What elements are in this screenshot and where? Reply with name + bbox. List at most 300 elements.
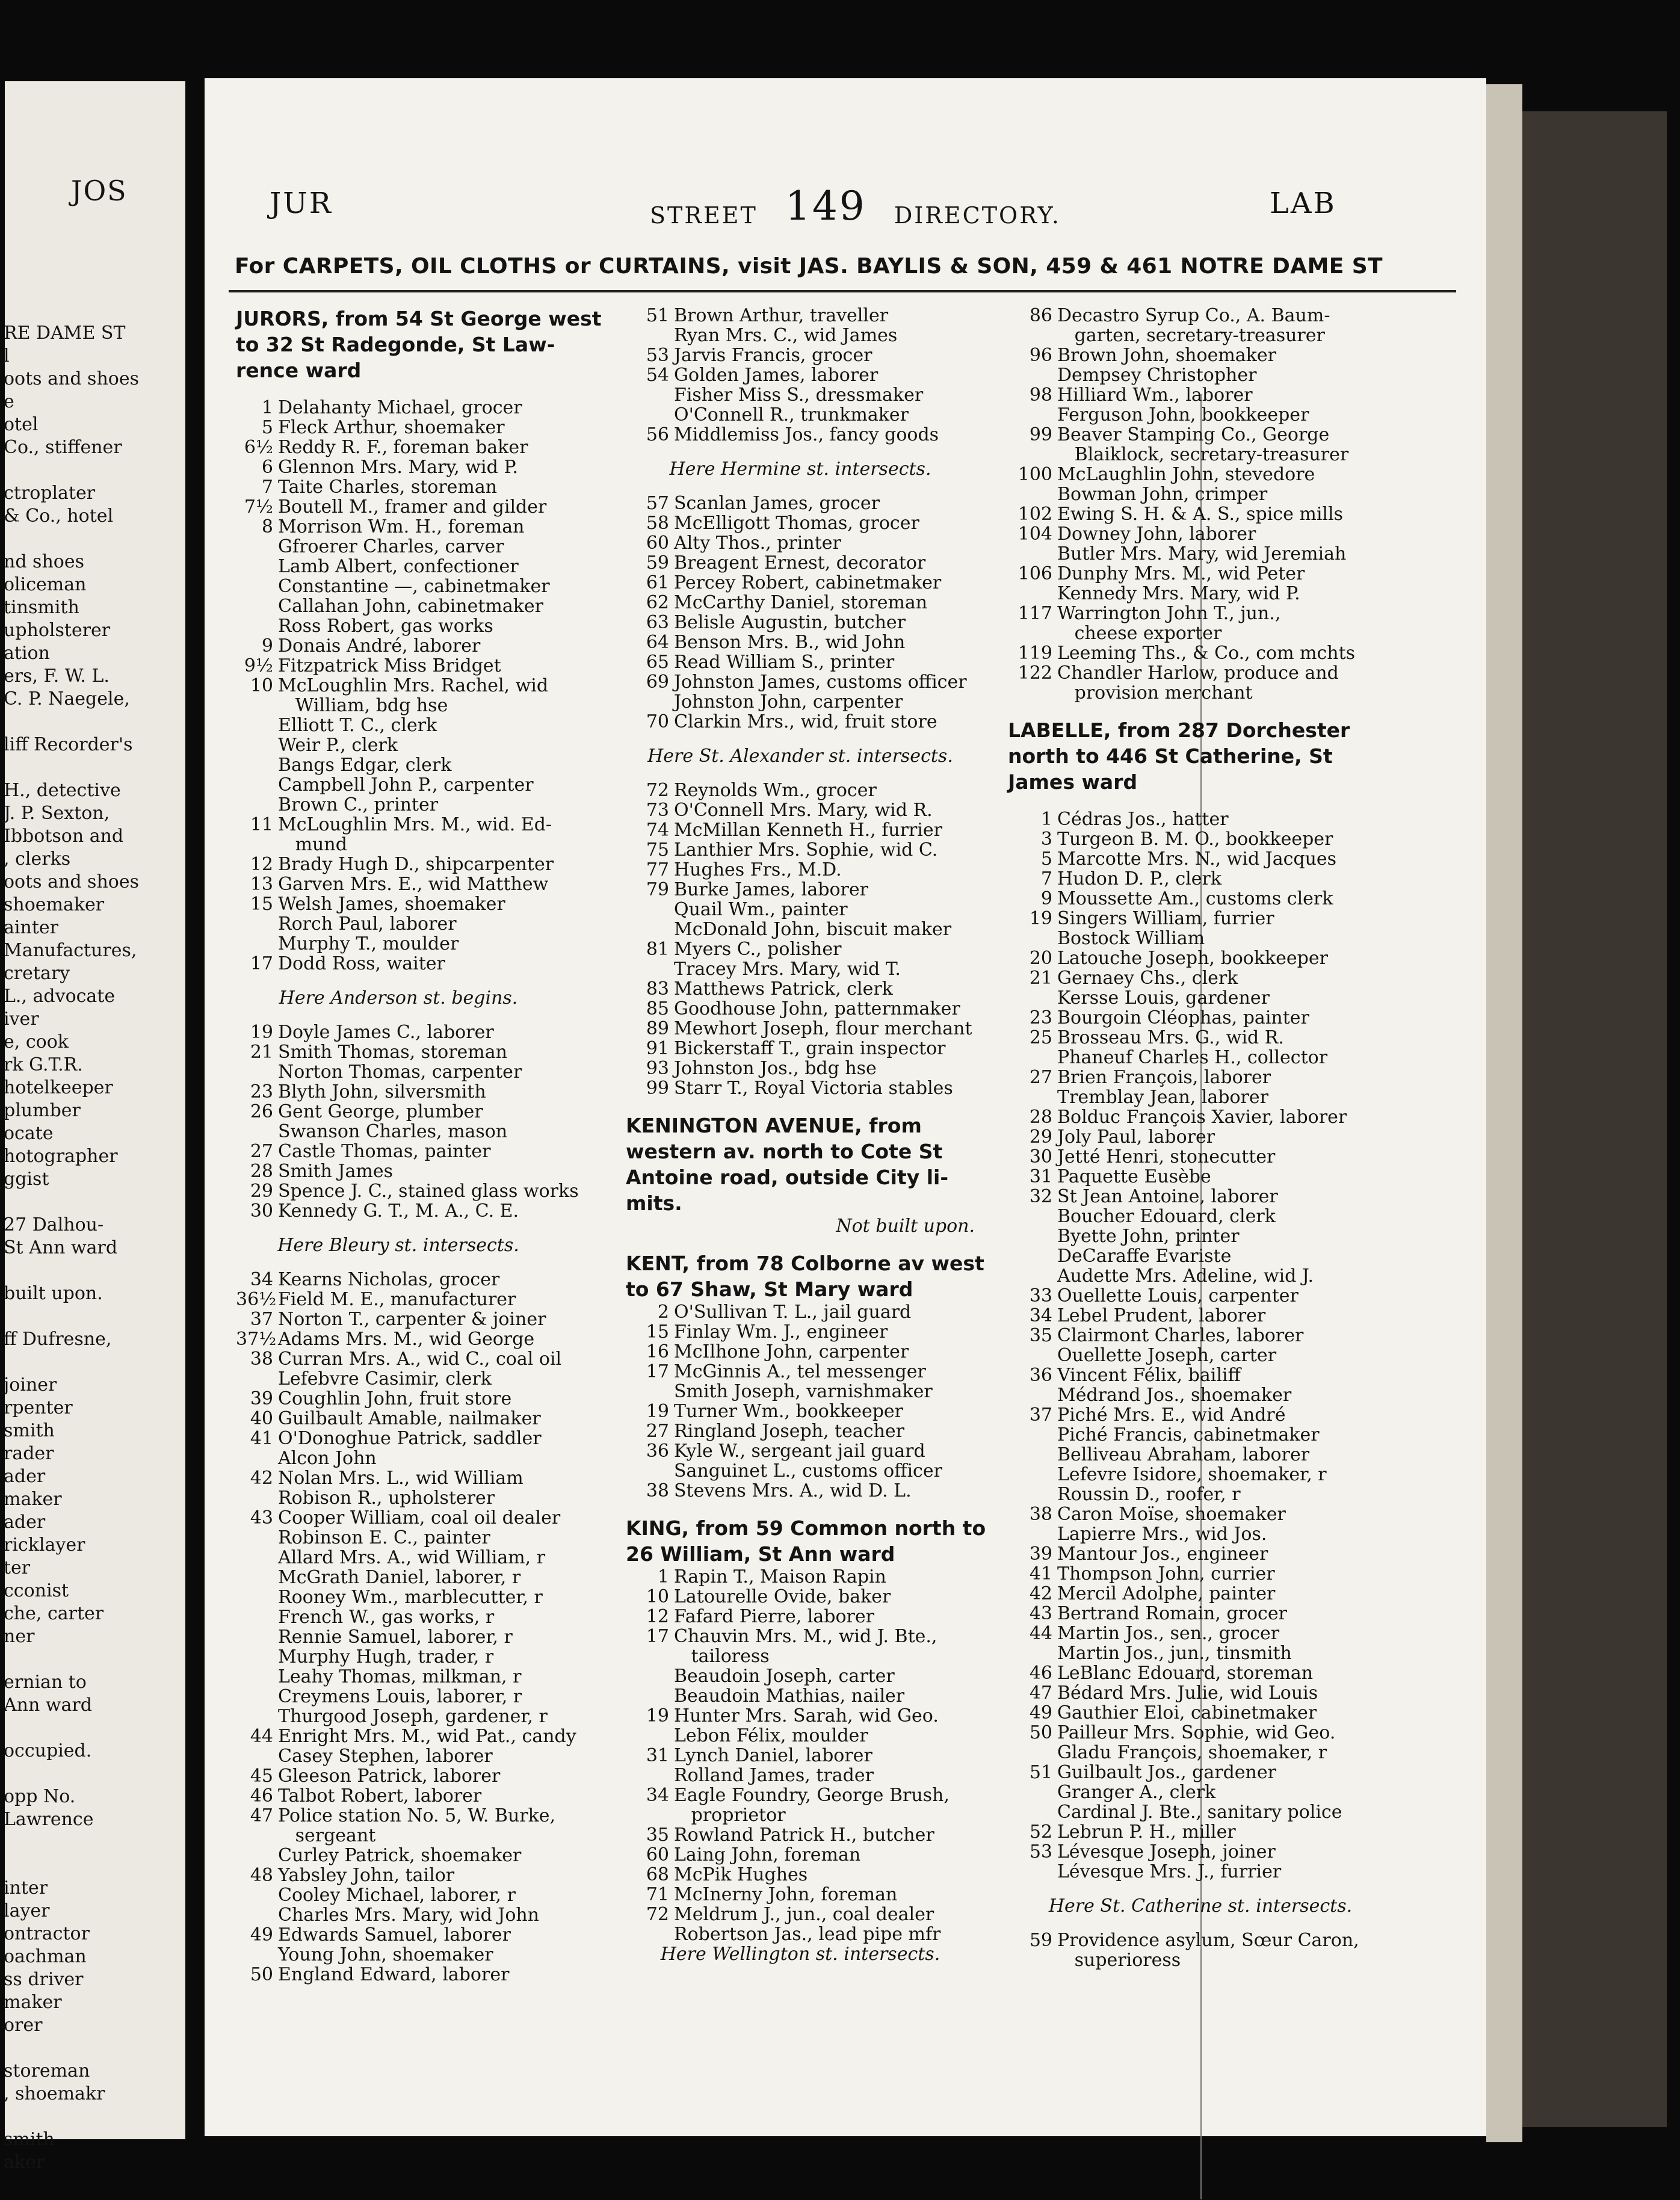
directory-entry [236, 1846, 561, 1865]
resident-entry: Turner Wm., bookkeeper [674, 1401, 904, 1422]
previous-page-fragment: St Ann ward [4, 1237, 118, 1258]
house-number: 59 [646, 552, 669, 573]
spacer [626, 732, 975, 746]
resident-entry: proprietor [674, 1805, 786, 1826]
resident-entry: Johnston Jos., bdg hse [674, 1058, 877, 1079]
resident-entry: Rapin T., Maison Rapin [674, 1566, 886, 1587]
previous-page-fragment [4, 711, 184, 734]
resident-entry: Providence asylum, Sœur Caron, [1057, 1930, 1359, 1951]
resident-entry: Sanguinet L., customs officer [674, 1460, 942, 1482]
house-number: 60 [646, 533, 669, 554]
resident-entry: Nolan Mrs. L., wid William [278, 1468, 523, 1489]
directory-entry [236, 1042, 561, 1062]
previous-page-fragment: che, carter [4, 1603, 104, 1624]
directory-entry [236, 1022, 561, 1042]
house-number: 42 [250, 1468, 273, 1489]
directory-entry [236, 815, 561, 835]
resident-entry: Dodd Ross, waiter [278, 953, 445, 974]
resident-entry: Garven Mrs. E., wid Matthew [278, 874, 549, 895]
resident-entry: Kearns Nicholas, grocer [278, 1269, 500, 1290]
spacer [236, 1008, 561, 1022]
directory-entry [236, 715, 561, 735]
resident-entry: Weir P., clerk [278, 735, 398, 756]
resident-entry: Médrand Jos., shoemaker [1057, 1385, 1292, 1406]
resident-entry: Fisher Miss S., dressmaker [674, 385, 924, 406]
house-number: 50 [1029, 1722, 1052, 1743]
resident-entry: Finlay Wm. J., engineer [674, 1321, 888, 1343]
resident-entry: Curran Mrs. A., wid C., coal oil [278, 1349, 562, 1370]
resident-entry: Morrison Wm. H., foreman [278, 516, 525, 537]
directory-entry [1008, 1743, 1393, 1763]
house-number: 72 [646, 780, 669, 801]
directory-entry [236, 1905, 561, 1925]
resident-entry: Jarvis Francis, grocer [674, 345, 872, 366]
previous-page-header: JOS [71, 175, 128, 207]
resident-entry: Swanson Charles, mason [278, 1121, 508, 1142]
directory-entry [236, 636, 561, 656]
resident-entry: Adams Mrs. M., wid George [278, 1329, 535, 1350]
resident-entry: O'Sullivan T. L., jail guard [674, 1302, 912, 1323]
directory-entry [1008, 326, 1393, 345]
directory-entry [236, 1885, 561, 1905]
directory-entry [626, 1421, 975, 1441]
directory-entry [1008, 1226, 1393, 1246]
previous-page-fragment: occupied. [4, 1740, 92, 1761]
directory-entry [236, 497, 561, 517]
directory-entry [236, 616, 561, 636]
resident-entry: Fleck Arthur, shoemaker [278, 417, 505, 438]
house-number: 117 [1018, 603, 1052, 624]
resident-entry: Lefevre Isidore, shoemaker, r [1057, 1464, 1327, 1485]
directory-entry [1008, 1306, 1393, 1326]
resident-entry: McGrath Daniel, laborer, r [278, 1567, 521, 1588]
directory-entry [236, 676, 561, 696]
previous-page-fragment: ontractor [4, 1923, 90, 1944]
house-number: 71 [646, 1884, 669, 1905]
resident-entry: Stevens Mrs. A., wid D. L. [674, 1480, 912, 1501]
intersection-note: Here Anderson st. begins. [279, 987, 518, 1009]
resident-entry: Bowman John, crimper [1057, 484, 1268, 505]
resident-entry: Clarkin Mrs., wid, fruit store [674, 711, 937, 732]
directory-entry [236, 1508, 561, 1528]
resident-entry: Young John, shoemaker [278, 1944, 493, 1965]
resident-entry: Lynch Daniel, laborer [674, 1745, 872, 1766]
directory-entry [1008, 484, 1393, 504]
directory-entry [236, 1707, 561, 1726]
directory-entry [236, 1766, 561, 1786]
directory-entry [236, 914, 561, 934]
house-number: 12 [250, 854, 273, 875]
resident-entry: Read William S., printer [674, 652, 895, 673]
directory-entry [626, 533, 975, 553]
directory-entry [626, 513, 975, 533]
directory-entry [626, 979, 975, 999]
house-number: 6½ [244, 437, 273, 458]
resident-entry: Casey Stephen, laborer [278, 1746, 493, 1767]
house-number: 36 [646, 1441, 669, 1462]
resident-entry: Brien François, laborer [1057, 1067, 1271, 1088]
directory-entry [1008, 1862, 1393, 1882]
previous-page-fragment: C. P. Naegele, [4, 688, 130, 709]
house-number: 75 [646, 839, 669, 861]
resident-entry: Latourelle Ovide, baker [674, 1586, 891, 1607]
directory-entry [236, 1290, 561, 1309]
resident-entry: Blyth John, silversmith [278, 1081, 486, 1102]
street-heading: to 67 Shaw, St Mary ward [626, 1278, 913, 1301]
directory-entry [236, 835, 561, 854]
directory-entry [1008, 385, 1393, 405]
resident-entry: Starr T., Royal Victoria stables [674, 1078, 953, 1099]
resident-entry: Vincent Félix, bailiff [1057, 1365, 1241, 1386]
resident-entry: Spence J. C., stained glass works [278, 1181, 579, 1202]
house-number: 27 [646, 1421, 669, 1442]
directory-entry [626, 1885, 975, 1905]
previous-page-fragment [4, 459, 184, 482]
previous-page-fragment: Co., stiffener [4, 437, 122, 458]
directory-entry [626, 820, 975, 840]
previous-page-fragment: , shoemakr [4, 2083, 105, 2104]
house-number: 34 [1029, 1305, 1052, 1326]
resident-entry: McLoughlin Mrs. Rachel, wid [278, 675, 549, 696]
resident-entry: Ferguson John, bookkeeper [1057, 404, 1309, 425]
directory-entry [236, 1369, 561, 1389]
house-number: 39 [1029, 1543, 1052, 1565]
directory-entry [1008, 465, 1393, 484]
directory-entry [1008, 988, 1393, 1008]
directory-entry [1008, 1365, 1393, 1385]
house-number: 44 [1029, 1623, 1052, 1644]
intersection-note: Here Bleury st. intersects. [277, 1235, 519, 1256]
directory-entry [1008, 1326, 1393, 1346]
directory-entry [1008, 1147, 1393, 1167]
directory-entry [626, 919, 975, 939]
resident-entry: Johnston James, customs officer [674, 672, 967, 693]
resident-entry: Gauthier Eloi, cabinetmaker [1057, 1702, 1317, 1723]
house-number: 39 [250, 1388, 273, 1409]
running-head-directory: DIRECTORY. [894, 202, 1061, 229]
resident-entry: Mercil Adolphe, painter [1057, 1583, 1276, 1604]
house-number: 99 [1029, 424, 1052, 445]
directory-entry [626, 860, 975, 880]
directory-entry [1008, 643, 1393, 663]
directory-entry [1008, 1286, 1393, 1306]
spacer [1008, 703, 1393, 717]
directory-entry [236, 1201, 561, 1221]
house-number: 35 [646, 1825, 669, 1846]
resident-entry: Cooley Michael, laborer, r [278, 1885, 516, 1906]
resident-entry: LeBlanc Edouard, storeman [1057, 1663, 1314, 1684]
directory-entry [626, 306, 975, 326]
directory-entry [1008, 1127, 1393, 1147]
house-number: 27 [250, 1141, 273, 1162]
directory-entry [236, 656, 561, 676]
spacer [626, 1236, 975, 1250]
house-number: 51 [646, 305, 669, 326]
house-number: 38 [1029, 1504, 1052, 1525]
directory-entry [236, 1270, 561, 1290]
house-number: 9½ [244, 655, 273, 676]
house-number: 5 [261, 417, 273, 438]
house-number: 32 [1029, 1186, 1052, 1207]
directory-entry [1008, 1683, 1393, 1703]
directory-entry [626, 1039, 975, 1058]
directory-entry [1008, 1207, 1393, 1226]
house-number: 43 [250, 1507, 273, 1528]
directory-entry [236, 1746, 561, 1766]
resident-entry: Lebon Félix, moulder [674, 1725, 868, 1746]
resident-entry: Guilbault Amable, nailmaker [278, 1408, 541, 1429]
directory-entry [626, 553, 975, 573]
spacer [626, 445, 975, 459]
directory-entry [1008, 1445, 1393, 1465]
directory-entry [1008, 1802, 1393, 1822]
house-number: 37½ [236, 1329, 277, 1350]
house-number: 7 [1040, 868, 1052, 889]
directory-entry [1008, 564, 1393, 584]
resident-entry: Robinson E. C., painter [278, 1527, 490, 1548]
directory-entry [1008, 909, 1393, 929]
resident-entry: Joly Paul, laborer [1057, 1126, 1215, 1148]
house-number: 119 [1018, 643, 1052, 664]
house-number: 51 [1029, 1762, 1052, 1783]
previous-page-fragment: ation [4, 643, 50, 664]
resident-entry: Dunphy Mrs. M., wid Peter [1057, 563, 1305, 584]
directory-entry [236, 1309, 561, 1329]
previous-page-fragment [4, 2037, 184, 2060]
resident-entry: Lefebvre Casimir, clerk [278, 1368, 492, 1389]
directory-entry [236, 894, 561, 914]
directory-entry [1008, 1068, 1393, 1087]
directory-entry [626, 1825, 975, 1845]
directory-entry [236, 1142, 561, 1161]
house-number: 86 [1029, 305, 1052, 326]
directory-entry [1008, 929, 1393, 948]
resident-entry: McDonald John, biscuit maker [674, 919, 952, 940]
directory-entry [626, 712, 975, 732]
directory-entry [1008, 948, 1393, 968]
house-number: 1 [261, 397, 273, 418]
directory-entry [1008, 1346, 1393, 1365]
resident-entry: Constantine —, cabinetmaker [278, 576, 550, 597]
directory-entry [236, 1389, 561, 1409]
resident-entry: Ewing S. H. & A. S., spice mills [1057, 504, 1344, 525]
directory-entry [626, 1019, 975, 1039]
house-number: 122 [1018, 663, 1052, 684]
resident-entry: Breagent Ernest, decorator [674, 552, 926, 573]
directory-entry [236, 477, 561, 497]
previous-page-fragment: J. P. Sexton, [4, 803, 110, 824]
house-number: 13 [250, 874, 273, 895]
previous-page-fragment: upholsterer [4, 620, 111, 641]
directory-entry [626, 1382, 975, 1401]
previous-page-fragment [4, 1305, 184, 1328]
resident-entry: Decastro Syrup Co., A. Baum- [1057, 305, 1330, 326]
house-number: 28 [1029, 1107, 1052, 1128]
resident-entry: Cardinal J. Bte., sanitary police [1057, 1802, 1342, 1823]
resident-entry: Eagle Foundry, George Brush, [674, 1785, 950, 1806]
resident-entry: Clairmont Charles, laborer [1057, 1325, 1304, 1346]
directory-entry [626, 652, 975, 672]
resident-entry: Robison R., upholsterer [278, 1488, 495, 1509]
directory-entry [626, 385, 975, 405]
resident-entry: Golden James, laborer [674, 365, 879, 386]
resident-entry: Guilbault Jos., gardener [1057, 1762, 1276, 1783]
directory-entry [1008, 1167, 1393, 1187]
directory-entry [626, 1627, 975, 1646]
book-cover-edge [1522, 111, 1667, 2127]
directory-entry [236, 1945, 561, 1965]
directory-entry [1008, 1950, 1393, 1970]
house-number: 37 [1029, 1404, 1052, 1426]
house-number: 70 [646, 711, 669, 732]
house-number: 53 [1029, 1841, 1052, 1862]
resident-entry: Murphy Hugh, trader, r [278, 1646, 494, 1667]
spacer [626, 1098, 975, 1113]
directory-entry [626, 1905, 975, 1924]
resident-entry: England Edward, laborer [278, 1964, 510, 1985]
previous-page-fragment: ader [4, 1466, 46, 1487]
intersection-note: Here Hermine st. intersects. [669, 459, 931, 480]
spacer [1008, 795, 1393, 809]
house-number: 56 [646, 424, 669, 445]
house-number: 47 [250, 1805, 273, 1826]
resident-entry: Warrington John T., jun., [1057, 603, 1281, 624]
directory-entry [1008, 1504, 1393, 1524]
directory-entry [236, 775, 561, 795]
resident-entry: Smith James [278, 1161, 394, 1182]
intersection-note: Here St. Catherine st. intersects. [1048, 1896, 1353, 1917]
resident-entry: Ouellette Joseph, carter [1057, 1345, 1277, 1366]
directory-entry [236, 1488, 561, 1508]
directory-entry [626, 672, 975, 692]
directory-entry [1008, 1604, 1393, 1624]
house-number: 15 [250, 894, 273, 915]
directory-entry [626, 1567, 975, 1587]
directory-entry [1008, 1643, 1393, 1663]
directory-entry [236, 1102, 561, 1122]
resident-entry: Cédras Jos., hatter [1057, 809, 1229, 830]
resident-entry: McGinnis A., tel messenger [674, 1361, 926, 1382]
house-number: 3 [1040, 829, 1052, 850]
directory-entry [626, 1078, 975, 1098]
resident-entry: Bertrand Romain, grocer [1057, 1603, 1287, 1624]
resident-entry: Audette Mrs. Adeline, wid J. [1057, 1265, 1314, 1287]
previous-page-fragment: ers, F. W. L. [4, 666, 110, 687]
resident-entry: Rowland Patrick H., butcher [674, 1825, 934, 1846]
directory-entry [1008, 1107, 1393, 1127]
resident-entry: Police station No. 5, W. Burke, [278, 1805, 556, 1826]
house-number: 79 [646, 879, 669, 900]
resident-entry: Bourgoin Cléophas, painter [1057, 1007, 1309, 1028]
house-number: 102 [1018, 504, 1052, 525]
resident-entry: Field M. E., manufacturer [278, 1289, 516, 1310]
house-number: 57 [646, 493, 669, 514]
house-number: 23 [1029, 1007, 1052, 1028]
directory-entry [236, 1627, 561, 1647]
resident-entry: Chauvin Mrs. M., wid J. Bte., [674, 1626, 937, 1647]
directory-entry [1008, 889, 1393, 909]
directory-entry [1008, 1385, 1393, 1405]
resident-entry: Mewhort Joseph, flour merchant [674, 1018, 972, 1039]
directory-entry [1008, 1087, 1393, 1107]
resident-entry: Thurgood Joseph, gardener, r [278, 1706, 548, 1727]
resident-entry: McInerny John, foreman [674, 1884, 898, 1905]
street-heading: 26 William, St Ann ward [626, 1542, 895, 1566]
resident-entry: Rorch Paul, laborer [278, 913, 457, 935]
directory-entry [236, 1429, 561, 1448]
directory-entry [236, 1786, 561, 1806]
resident-entry: Smith Thomas, storeman [278, 1042, 507, 1063]
house-number: 20 [1029, 948, 1052, 969]
previous-page-fragment: H., detective [4, 780, 121, 801]
house-number: 23 [250, 1081, 273, 1102]
previous-page-fragment: shoemaker [4, 894, 105, 915]
previous-page-fragment: inter [4, 1877, 48, 1899]
house-number: 69 [646, 672, 669, 693]
directory-entry [1008, 829, 1393, 849]
resident-entry: Beaudoin Mathias, nailer [674, 1686, 905, 1707]
house-number: 42 [1029, 1583, 1052, 1604]
resident-entry: Charles Mrs. Mary, wid John [278, 1905, 540, 1926]
resident-entry: Moussette Am., customs clerk [1057, 888, 1333, 909]
house-number: 106 [1018, 563, 1052, 584]
resident-entry: Beaver Stamping Co., George [1057, 424, 1330, 445]
house-number: 16 [646, 1341, 669, 1362]
previous-page-fragment: & Co., hotel [4, 505, 114, 527]
house-number: 1 [1040, 809, 1052, 830]
house-number: 30 [1029, 1146, 1052, 1167]
directory-entry [1008, 1465, 1393, 1485]
previous-page-fragment: oots and shoes [4, 368, 139, 389]
resident-entry: Lanthier Mrs. Sophie, wid C. [674, 839, 938, 861]
resident-entry: Piché Francis, cabinetmaker [1057, 1424, 1320, 1445]
resident-entry: Boucher Edouard, clerk [1057, 1206, 1276, 1227]
directory-entry [626, 800, 975, 820]
resident-entry: Bangs Edgar, clerk [278, 755, 452, 776]
previous-page-fragment [4, 1259, 184, 1282]
directory-entry [236, 735, 561, 755]
directory-entry [236, 1865, 561, 1885]
directory-entry [626, 1766, 975, 1785]
resident-entry: Tracey Mrs. Mary, wid T. [674, 959, 901, 980]
resident-entry: Lebel Prudent, laborer [1057, 1305, 1266, 1326]
directory-entry [626, 1845, 975, 1865]
house-number: 64 [646, 632, 669, 653]
directory-entry [1008, 849, 1393, 869]
directory-entry [626, 326, 975, 345]
spacer [626, 1501, 975, 1515]
directory-entry [1008, 683, 1393, 703]
resident-entry: McLaughlin John, stevedore [1057, 464, 1315, 485]
resident-entry: William, bdg hse [278, 695, 448, 716]
resident-entry: Burke James, laborer [674, 879, 868, 900]
street-heading: KENINGTON AVENUE, from [626, 1114, 922, 1137]
resident-entry: Hilliard Wm., laborer [1057, 385, 1253, 406]
resident-entry: Gleeson Patrick, laborer [278, 1766, 501, 1787]
directory-entry [236, 1468, 561, 1488]
house-number: 15 [646, 1321, 669, 1343]
directory-entry [626, 939, 975, 959]
house-number: 17 [646, 1361, 669, 1382]
street-heading: LABELLE, from 287 Dorchester [1008, 718, 1350, 742]
street-heading: James ward [1008, 770, 1138, 794]
previous-page-fragment: rk G.T.R. [4, 1054, 83, 1075]
house-number: 6 [261, 457, 273, 478]
resident-entry: Hudon D. P., clerk [1057, 868, 1222, 889]
house-number: 49 [1029, 1702, 1052, 1723]
resident-entry: Matthews Patrick, clerk [674, 978, 893, 1000]
directory-entry [1008, 306, 1393, 326]
